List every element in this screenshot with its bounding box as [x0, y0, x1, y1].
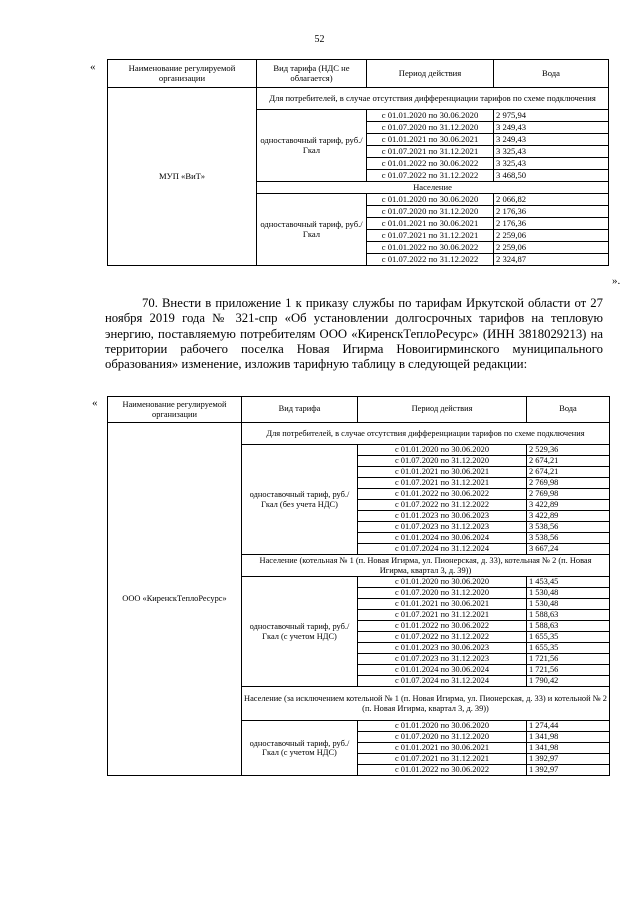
water-value-cell: 1 453,45 — [527, 577, 610, 588]
org-name-cell: МУП «ВиТ» — [108, 88, 257, 266]
page-number: 52 — [314, 34, 325, 45]
period-cell: с 01.07.2021 по 31.12.2021 — [367, 146, 494, 158]
period-cell: с 01.01.2020 по 30.06.2020 — [358, 445, 527, 456]
water-value-cell: 1 274,44 — [527, 721, 610, 732]
period-cell: с 01.07.2022 по 31.12.2022 — [358, 500, 527, 511]
period-cell: с 01.01.2023 по 30.06.2023 — [358, 511, 527, 522]
tariff-label: одноставочный тариф, руб./Гкал — [257, 194, 367, 266]
section-row — [108, 423, 610, 445]
period-cell: с 01.01.2022 по 30.06.2022 — [367, 158, 494, 170]
section-row — [108, 88, 609, 110]
water-value-cell: 1 655,35 — [527, 643, 610, 654]
header-water: Вода — [494, 60, 609, 88]
water-value-cell: 1 530,48 — [527, 588, 610, 599]
period-cell: с 01.01.2021 по 30.06.2021 — [358, 599, 527, 610]
period-cell: с 01.07.2020 по 31.12.2020 — [358, 588, 527, 599]
tariff-label: одноставочный тариф, руб./Гкал (с учетом НДС) — [242, 577, 358, 687]
water-value-cell: 2 324,87 — [494, 254, 609, 266]
water-value-cell: 1 392,97 — [527, 765, 610, 776]
water-value-cell: 3 325,43 — [494, 158, 609, 170]
section-population-2: Население (за исключением котельной № 1 (п. Новая Игирма, ул. Пионерская, д. 33) и котельной № 2 (п. Новая Игирма, квартал 3, д. 39)) — [242, 687, 610, 721]
org-name-cell: ООО «КиренскТеплоРесурс» — [108, 423, 242, 776]
period-cell: с 01.01.2020 по 30.06.2020 — [367, 110, 494, 122]
paragraph-text: 70. Внести в приложение 1 к приказу службы по тарифам Иркутской области от 27 ноября 2019 года № 321-спр «Об установлении долгосрочных тарифов на тепловую энергию, поставляемую потребителям ООО «КиренскТеплоРесурс» (ИНН 3818029213) на территории рабочего поселка Новая Игирма Новоигирминского муниципального образования» изменение, изложив тарифную таблицу в следующей редакции: — [105, 296, 603, 372]
header-org: Наименование регулируемой организации — [108, 397, 242, 423]
period-cell: с 01.01.2022 по 30.06.2022 — [367, 242, 494, 254]
header-period: Период действия — [367, 60, 494, 88]
period-cell: с 01.01.2021 по 30.06.2021 — [358, 467, 527, 478]
section-population-1: Население (котельная № 1 (п. Новая Игирма, ул. Пионерская, д. 33), котельная № 2 (п. Новая Игирма, квартал 3, д. 39)) — [242, 555, 610, 577]
opening-quote: « — [90, 61, 96, 73]
period-cell: с 01.07.2020 по 31.12.2020 — [358, 456, 527, 467]
period-cell: с 01.07.2021 по 31.12.2021 — [367, 230, 494, 242]
water-value-cell: 2 066,82 — [494, 194, 609, 206]
period-cell: с 01.01.2020 по 30.06.2020 — [358, 721, 527, 732]
period-cell: с 01.01.2021 по 30.06.2021 — [367, 134, 494, 146]
water-value-cell: 1 530,48 — [527, 599, 610, 610]
period-cell: с 01.07.2020 по 31.12.2020 — [367, 122, 494, 134]
water-value-cell: 1 790,42 — [527, 676, 610, 687]
water-value-cell: 2 259,06 — [494, 242, 609, 254]
water-value-cell: 2 975,94 — [494, 110, 609, 122]
tariff-table-kirensk — [107, 396, 610, 776]
water-value-cell: 1 588,63 — [527, 610, 610, 621]
period-cell: с 01.07.2024 по 31.12.2024 — [358, 676, 527, 687]
period-cell: с 01.01.2024 по 30.06.2024 — [358, 665, 527, 676]
header-org: Наименование регулируемой организации — [108, 60, 257, 88]
water-value-cell: 2 529,36 — [527, 445, 610, 456]
water-value-cell: 2 674,21 — [527, 467, 610, 478]
tariff-label: одноставочный тариф, руб./Гкал — [257, 110, 367, 182]
water-value-cell: 2 674,21 — [527, 456, 610, 467]
water-value-cell: 3 538,56 — [527, 533, 610, 544]
section-consumers: Для потребителей, в случае отсутствия дифференциации тарифов по схеме подключения — [257, 88, 609, 110]
header-tariff-type: Вид тарифа — [242, 397, 358, 423]
period-cell: с 01.07.2022 по 31.12.2022 — [367, 254, 494, 266]
water-value-cell: 3 249,43 — [494, 122, 609, 134]
period-cell: с 01.01.2022 по 30.06.2022 — [358, 489, 527, 500]
period-cell: с 01.07.2024 по 31.12.2024 — [358, 544, 527, 555]
water-value-cell: 1 588,63 — [527, 621, 610, 632]
tariff-label: одноставочный тариф, руб./Гкал (с учетом НДС) — [242, 721, 358, 776]
amendment-paragraph — [105, 296, 603, 372]
tariff-table-vit — [107, 59, 609, 266]
period-cell: с 01.07.2021 по 31.12.2021 — [358, 754, 527, 765]
water-value-cell: 1 655,35 — [527, 632, 610, 643]
water-value-cell: 2 259,06 — [494, 230, 609, 242]
water-value-cell: 1 721,56 — [527, 654, 610, 665]
tariff-label: одноставочный тариф, руб./Гкал (без учета НДС) — [242, 445, 358, 555]
period-cell: с 01.07.2022 по 31.12.2022 — [358, 632, 527, 643]
closing-quote: ». — [612, 275, 621, 287]
water-value-cell: 3 667,24 — [527, 544, 610, 555]
period-cell: с 01.01.2020 по 30.06.2020 — [367, 194, 494, 206]
period-cell: с 01.07.2021 по 31.12.2021 — [358, 478, 527, 489]
water-value-cell: 2 769,98 — [527, 478, 610, 489]
section-consumers: Для потребителей, в случае отсутствия дифференциации тарифов по схеме подключения — [242, 423, 610, 445]
period-cell: с 01.01.2022 по 30.06.2022 — [358, 621, 527, 632]
period-cell: с 01.07.2021 по 31.12.2021 — [358, 610, 527, 621]
period-cell: с 01.07.2020 по 31.12.2020 — [358, 732, 527, 743]
period-cell: с 01.07.2020 по 31.12.2020 — [367, 206, 494, 218]
water-value-cell: 3 325,43 — [494, 146, 609, 158]
period-cell: с 01.07.2022 по 31.12.2022 — [367, 170, 494, 182]
water-value-cell: 2 176,36 — [494, 206, 609, 218]
water-value-cell: 2 769,98 — [527, 489, 610, 500]
period-cell: с 01.07.2023 по 31.12.2023 — [358, 522, 527, 533]
water-value-cell: 1 392,97 — [527, 754, 610, 765]
water-value-cell: 1 341,98 — [527, 732, 610, 743]
water-value-cell: 3 538,56 — [527, 522, 610, 533]
header-water: Вода — [527, 397, 610, 423]
section-population: Население — [257, 182, 609, 194]
period-cell: с 01.01.2022 по 30.06.2022 — [358, 765, 527, 776]
period-cell: с 01.01.2021 по 30.06.2021 — [358, 743, 527, 754]
header-tariff-type: Вид тарифа (НДС не облагается) — [257, 60, 367, 88]
water-value-cell: 3 422,89 — [527, 500, 610, 511]
header-period: Период действия — [358, 397, 527, 423]
water-value-cell: 3 468,50 — [494, 170, 609, 182]
period-cell: с 01.01.2021 по 30.06.2021 — [367, 218, 494, 230]
period-cell: с 01.01.2020 по 30.06.2020 — [358, 577, 527, 588]
water-value-cell: 1 341,98 — [527, 743, 610, 754]
water-value-cell: 3 422,89 — [527, 511, 610, 522]
period-cell: с 01.07.2023 по 31.12.2023 — [358, 654, 527, 665]
period-cell: с 01.01.2024 по 30.06.2024 — [358, 533, 527, 544]
period-cell: с 01.01.2023 по 30.06.2023 — [358, 643, 527, 654]
water-value-cell: 2 176,36 — [494, 218, 609, 230]
water-value-cell: 1 721,56 — [527, 665, 610, 676]
water-value-cell: 3 249,43 — [494, 134, 609, 146]
opening-quote-2: « — [92, 397, 98, 409]
